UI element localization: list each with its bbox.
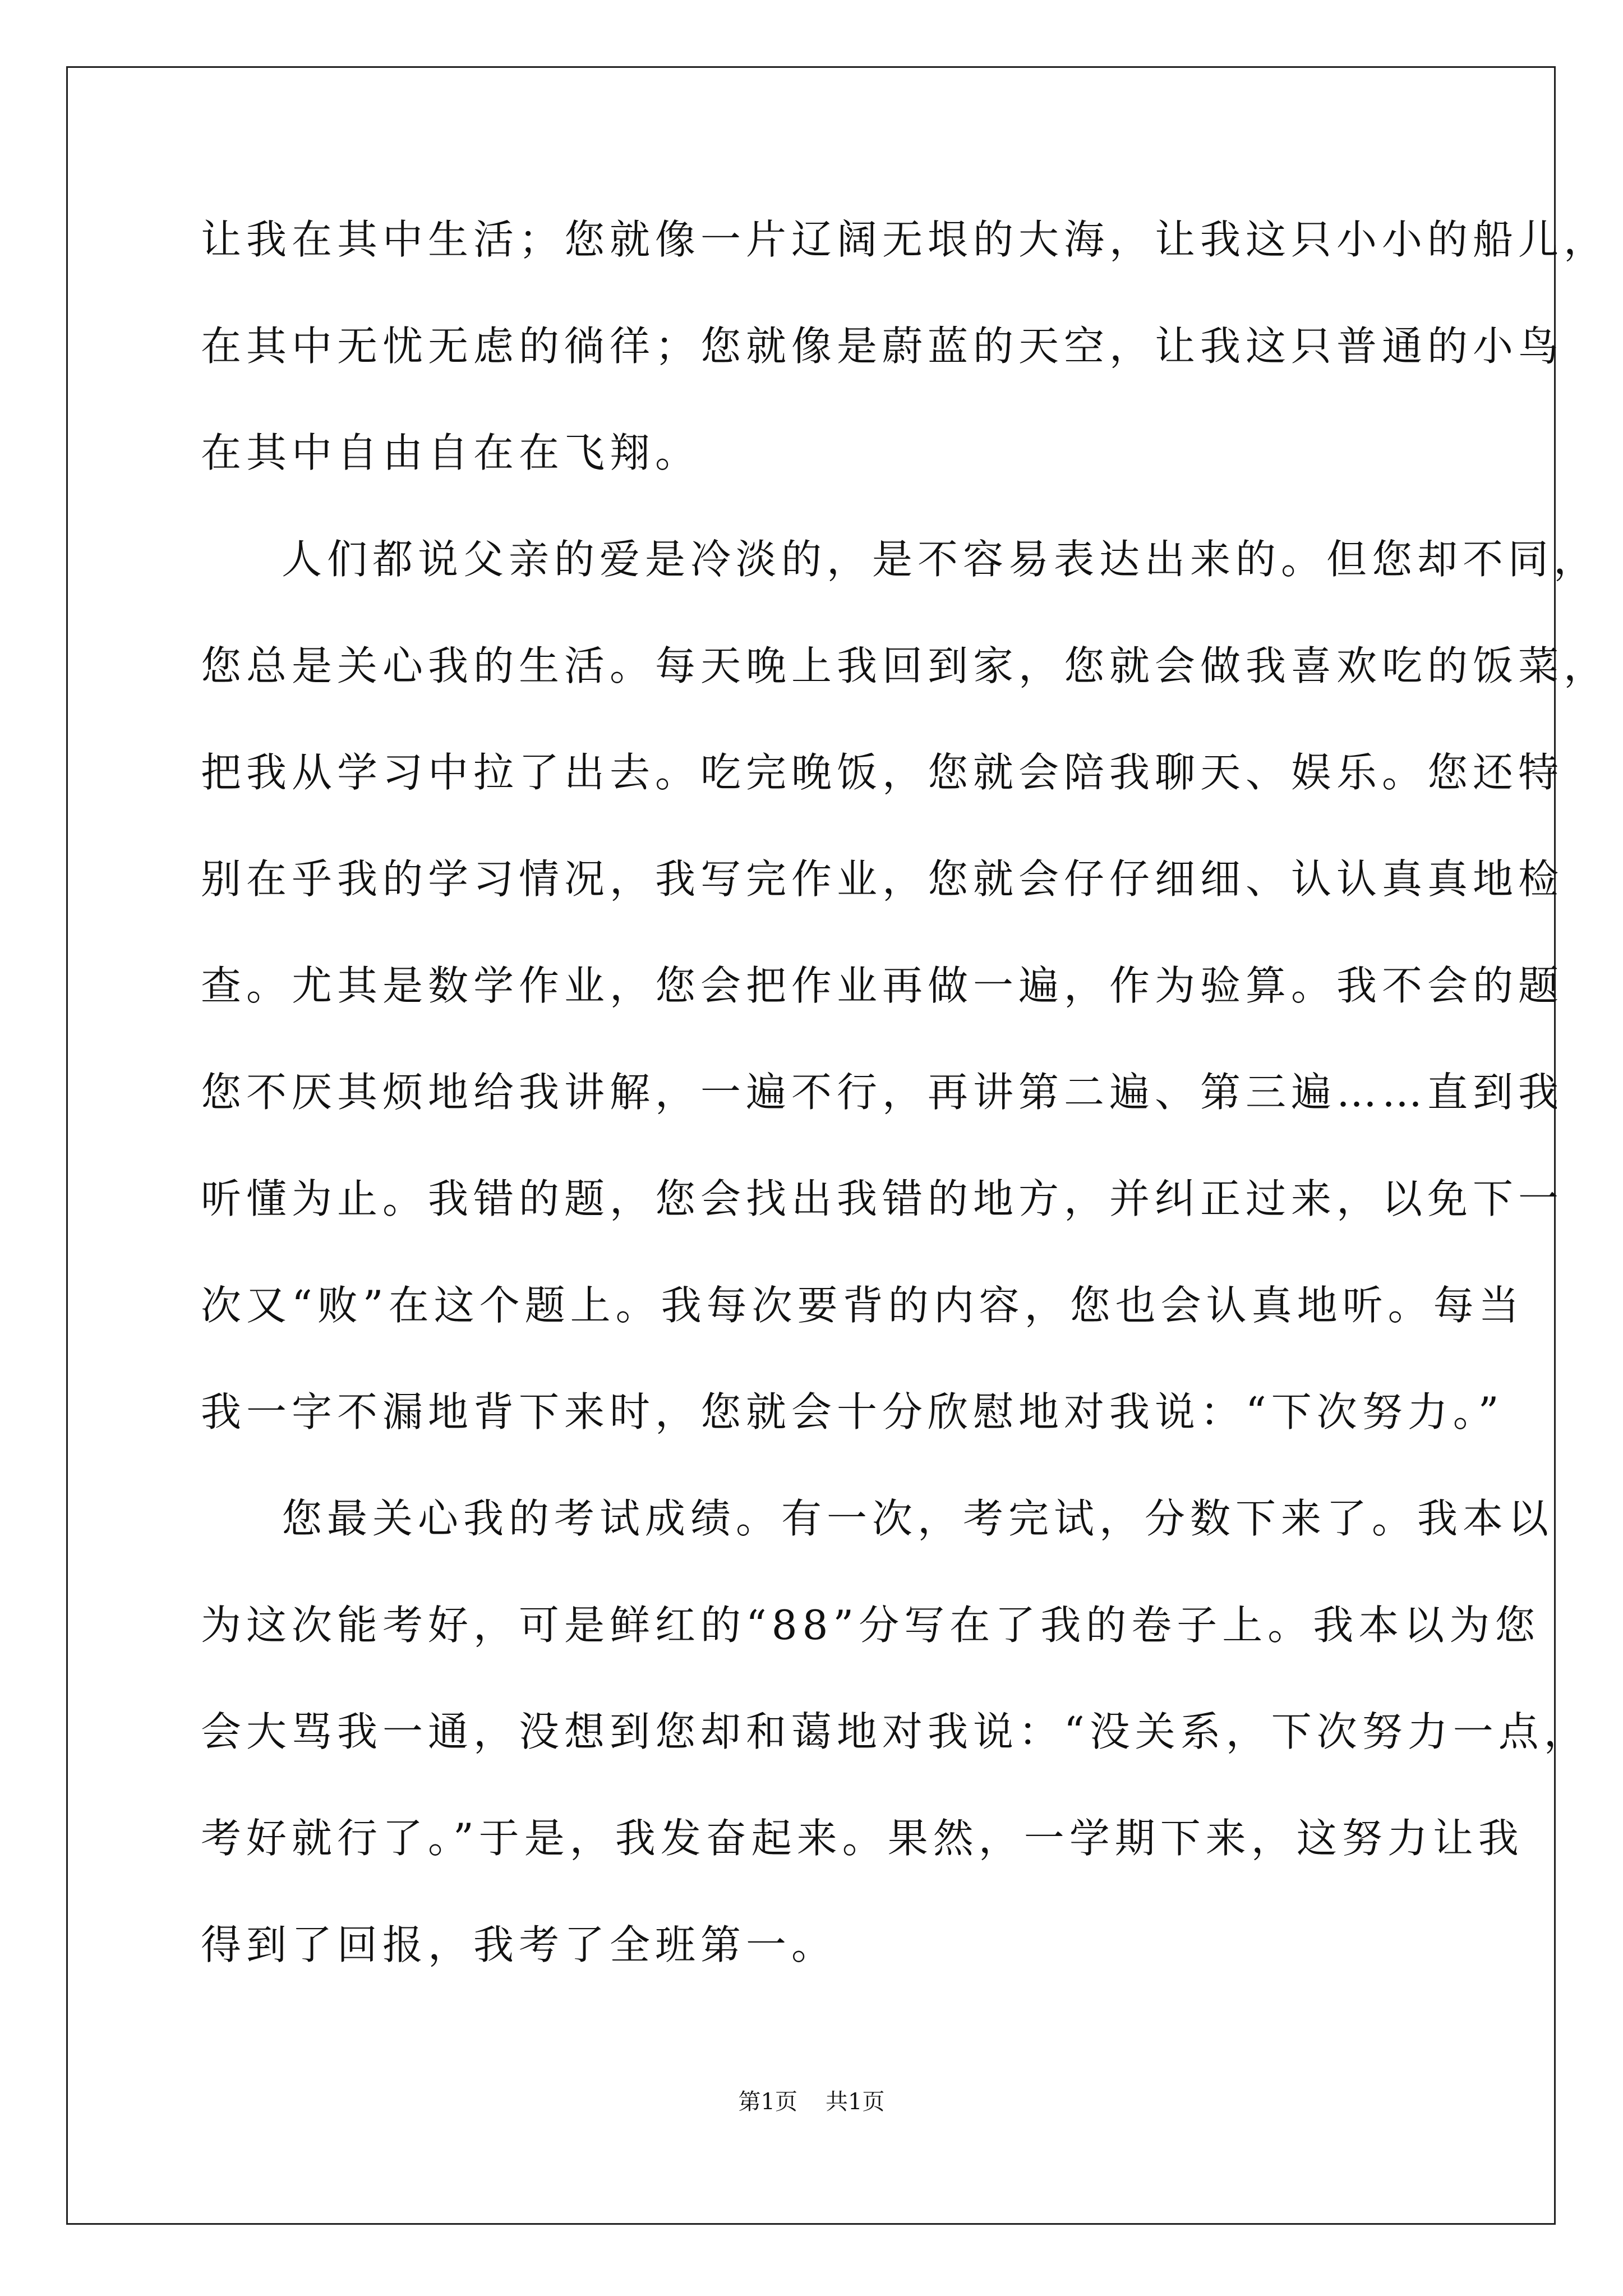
text-line: 让我在其中生活；您就像一片辽阔无垠的大海，让我这只小小的船儿， <box>201 216 1610 263</box>
text-line: 听懂为止。我错的题，您会找出我错的地方，并纠正过来，以免下一 <box>201 1175 1564 1222</box>
text-line: 我一字不漏地背下来时，您就会十分欣慰地对我说：“下次努力。” <box>201 1388 1504 1435</box>
page-footer <box>0 2088 1623 2116</box>
text-line: 在其中自由自在在飞翔。 <box>201 429 701 476</box>
document-body <box>201 213 1610 2025</box>
page-number: 第1页 <box>738 2089 797 2115</box>
text-line: 会大骂我一通，没想到您却和蔼地对我说：“没关系，下次努力一点， <box>201 1708 1589 1755</box>
text-line: 查。尤其是数学作业，您会把作业再做一遍，作为验算。我不会的题 <box>201 962 1564 1009</box>
text-line: 次又“败”在这个题上。我每次要背的内容，您也会认真地听。每当 <box>201 1282 1524 1329</box>
text-line: 为这次能考好，可是鲜红的“88”分写在了我的卷子上。我本以为您 <box>201 1602 1541 1649</box>
paragraph-start-line: 您最关心我的考试成绩。有一次，考完试，分数下来了。我本以 <box>282 1495 1554 1542</box>
text-line: 考好就行了。”于是，我发奋起来。果然，一学期下来，这努力让我 <box>201 1815 1524 1862</box>
text-line: 得到了回报，我考了全班第一。 <box>201 1921 837 1968</box>
text-line: 您总是关心我的生活。每天晚上我回到家，您就会做我喜欢吃的饭菜， <box>201 642 1610 689</box>
text-line: 别在乎我的学习情况，我写完作业，您就会仔仔细细、认认真真地检 <box>201 855 1564 903</box>
text-line: 把我从学习中拉了出去。吃完晚饭，您就会陪我聊天、娱乐。您还特 <box>201 749 1564 796</box>
paragraph-start-line: 人们都说父亲的爱是冷淡的，是不容易表达出来的。但您却不同， <box>282 536 1599 583</box>
text-line: 在其中无忧无虑的徜徉；您就像是蔚蓝的天空，让我这只普通的小鸟 <box>201 323 1564 370</box>
text-line: 您不厌其烦地给我讲解，一遍不行，再讲第二遍、第三遍……直到我 <box>201 1069 1564 1116</box>
page-total: 共1页 <box>826 2089 885 2115</box>
